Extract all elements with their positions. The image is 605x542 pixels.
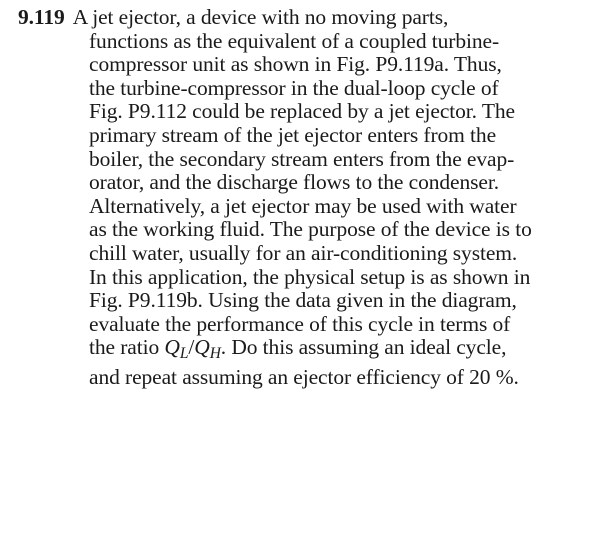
problem-text-line: A jet ejector, a device with no moving parts, xyxy=(72,5,449,29)
q-h-subscript xyxy=(210,345,221,362)
problem-text-line: the turbine-compressor in the dual-loop cycle of xyxy=(89,75,499,100)
problem-text-line: functions as the equivalent of a coupled turbine- xyxy=(89,28,500,53)
problem-text-line: Fig. P9.119b. Using the data given in the diagram, xyxy=(89,288,517,313)
problem-text-line: Fig. P9.112 could be replaced by a jet ejector. The xyxy=(89,99,515,124)
problem-text-line: orator, and the discharge flows to the condenser. xyxy=(89,170,499,195)
problem-text-line: boiler, the secondary stream enters from the evap- xyxy=(89,146,515,171)
problem-text-line: chill water, usually for an air-conditioning system. xyxy=(89,240,518,265)
problem-9-119 xyxy=(18,6,598,389)
problem-text-line: primary stream of the jet ejector enters from the xyxy=(89,122,497,147)
q-symbol: Q xyxy=(164,335,180,360)
problem-text-line: and repeat assuming an ejector efficiency of 20 %. xyxy=(89,364,519,389)
problem-text-line: In this application, the physical setup is as shown in xyxy=(89,264,531,289)
problem-line-1 xyxy=(18,6,598,30)
problem-text-line: evaluate the performance of this cycle in terms of xyxy=(89,311,511,336)
subscript-h: H xyxy=(209,345,221,363)
problem-text-line: as the working fluid. The purpose of the device is to xyxy=(89,217,532,242)
problem-number: 9.119 xyxy=(18,5,65,29)
q-symbol: Q xyxy=(194,335,210,360)
ratio-slash: / xyxy=(188,335,195,360)
subscript-l: L xyxy=(179,345,189,363)
ratio-suffix: . Do this assuming an ideal cycle, xyxy=(220,335,507,360)
ratio-line xyxy=(18,336,598,365)
problem-text-line: Alternatively, a jet ejector may be used with water xyxy=(89,193,517,218)
problem-text-line: compressor unit as shown in Fig. P9.119a. Thus, xyxy=(89,52,502,77)
ratio-prefix: the ratio xyxy=(89,335,165,360)
